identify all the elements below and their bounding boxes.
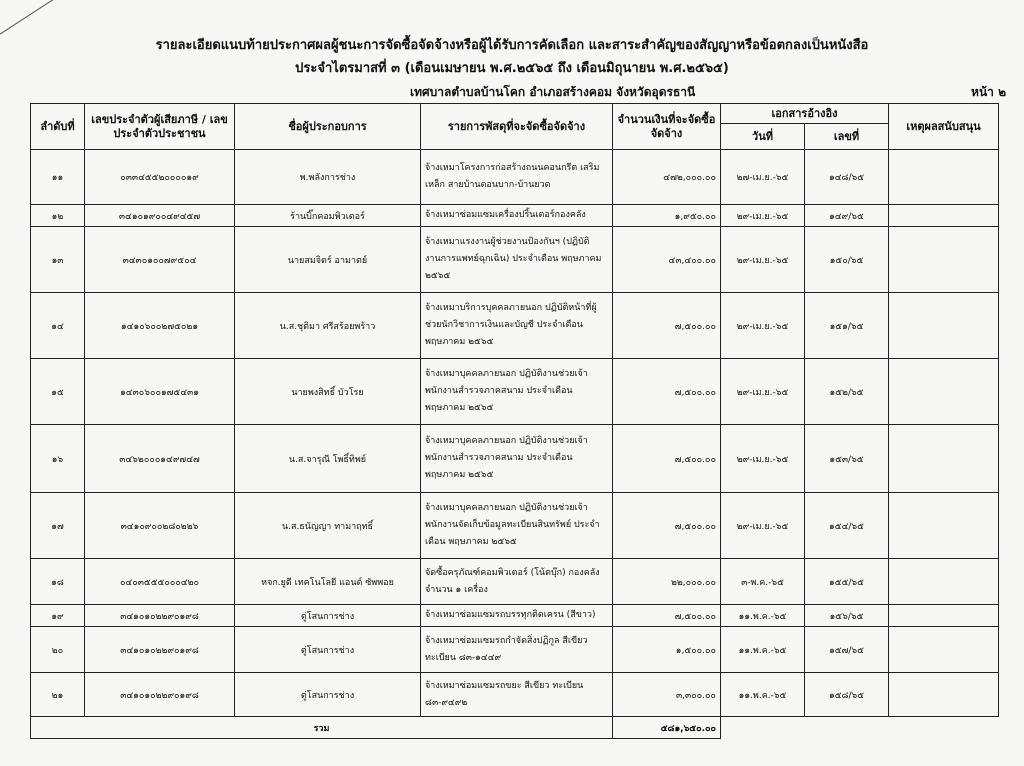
cell-number: ๑๕๒/๖๕ — [805, 359, 889, 425]
cell-tax-id: ๐๓๓๔๕๕๒๐๐๐๐๑๙ — [85, 150, 235, 205]
cell-reason — [889, 559, 999, 605]
cell-amount: ๑,๙๕๐.๐๐ — [613, 205, 721, 227]
cell-reason — [889, 605, 999, 627]
cell-item: จ้างเหมาซ่อมแซมรถขยะ สีเขียว ทะเบียน ๘๓-๙๔๙๒ — [421, 673, 613, 717]
cell-no: ๑๔ — [31, 293, 85, 359]
cell-item: จ้างเหมาบุคคลภายนอก ปฏิบัติงานช่วยเจ้าพนักงานสำรวจภาคสนาม ประจำเดือน พฤษภาคม ๒๕๖๕ — [421, 359, 613, 425]
cell-amount: ๑,๕๐๐.๐๐ — [613, 627, 721, 673]
cell-reason — [889, 425, 999, 493]
cell-number: ๑๔๘/๖๕ — [805, 150, 889, 205]
cell-item: จ้างเหมาแรงงานผู้ช่วยงานป้องกันฯ (ปฏิบัติงานการแพทย์ฉุกเฉิน) ประจำเดือน พฤษภาคม ๒๕๖๕ — [421, 227, 613, 293]
cell-tax-id: ๓๔๑๐๑๐๒๒๙๐๑๙๘ — [85, 605, 235, 627]
cell-vendor: หจก.ยูดี เทคโนโลยี แอนด์ ซัพพอย — [235, 559, 421, 605]
cell-amount: ๗,๕๐๐.๐๐ — [613, 605, 721, 627]
cell-reason — [889, 205, 999, 227]
table-row — [31, 205, 999, 227]
cell-no: ๑๑ — [31, 150, 85, 205]
cell-no: ๑๗ — [31, 493, 85, 559]
cell-amount: ๔๗๒,๐๐๐.๐๐ — [613, 150, 721, 205]
cell-number: ๑๕๓/๖๕ — [805, 425, 889, 493]
cell-no: ๑๘ — [31, 559, 85, 605]
cell-vendor: พ.พลังการช่าง — [235, 150, 421, 205]
cell-item: จ้างเหมาโครงการก่อสร้างถนนคอนกรีต เสริมเหล็ก สายบ้านดอนบาก-บ้านยวด — [421, 150, 613, 205]
cell-number: ๑๕๖/๖๕ — [805, 605, 889, 627]
cell-reason — [889, 359, 999, 425]
document-title: รายละเอียดแนบท้ายประกาศผลผู้ชนะการจัดซื้อจัดจ้างหรือผู้ได้รับการคัดเลือก และสาระสำคัญของสัญญาหรือข้อตกลงเป็นหนังสือ — [155, 38, 869, 53]
cell-vendor: นายสมจิตร์ อามาตย์ — [235, 227, 421, 293]
cell-item: จ้างเหมาซ่อมแซมรถบรรทุกติดเครน (สีขาว) — [421, 605, 613, 627]
cell-vendor: ตู่โสนการช่าง — [235, 673, 421, 717]
cell-vendor: ร้านบิ๊กคอมพิวเตอร์ — [235, 205, 421, 227]
cell-no: ๑๖ — [31, 425, 85, 493]
cell-item: จัดซื้อครุภัณฑ์คอมพิวเตอร์ (โน้ตบุ๊ก) กองคลัง จำนวน ๑ เครื่อง — [421, 559, 613, 605]
organization-name: เทศบาลตำบลบ้านโคก อำเภอสร้างคอม จังหวัดอุดรธานี — [410, 85, 696, 99]
table-row — [31, 227, 999, 293]
table-row — [31, 627, 999, 673]
cell-item: จ้างเหมาซ่อมแซมรถกำจัดสิ่งปฏิกูล สีเขียว ทะเบียน ๘๓-๑๔๔๙ — [421, 627, 613, 673]
header-amount: จำนวนเงินที่จะจัดซื้อจัดจ้าง — [613, 104, 721, 150]
cell-date: ๑๑.พ.ค.-๖๕ — [721, 605, 805, 627]
cell-date: ๓-พ.ค.-๖๕ — [721, 559, 805, 605]
cell-date: ๒๙-เม.ย.-๖๕ — [721, 493, 805, 559]
cell-item: จ้างเหมาบุคคลภายนอก ปฏิบัติงานช่วยเจ้าพนักงานสำรวจภาคสนาม ประจำเดือน พฤษภาคม ๒๕๖๕ — [421, 425, 613, 493]
cell-date: ๒๙-เม.ย.-๖๕ — [721, 227, 805, 293]
total-label: รวม — [31, 717, 613, 739]
cell-reason — [889, 493, 999, 559]
cell-date: ๒๙-เม.ย.-๖๕ — [721, 205, 805, 227]
cell-date: ๒๗-เม.ย.-๖๕ — [721, 150, 805, 205]
table-row — [31, 425, 999, 493]
header-reason: เหตุผลสนับสนุน — [889, 104, 999, 150]
cell-date: ๒๙-เม.ย.-๖๕ — [721, 359, 805, 425]
table-row — [31, 359, 999, 425]
cell-tax-id: ๓๔๑๐๙๐๐๒๘๐๒๒๖ — [85, 493, 235, 559]
table-row — [31, 293, 999, 359]
table-row — [31, 150, 999, 205]
cell-no: ๑๒ — [31, 205, 85, 227]
cell-reason — [889, 293, 999, 359]
cell-number: ๑๕๕/๖๕ — [805, 559, 889, 605]
cell-number: ๑๕๔/๖๕ — [805, 493, 889, 559]
cell-item: จ้างเหมาบุคคลภายนอก ปฏิบัติงานช่วยเจ้าพนักงานจัดเก็บข้อมูลทะเบียนสินทรัพย์ ประจำเดือน พฤษภาคม ๒๕๖๕ — [421, 493, 613, 559]
cell-tax-id: ๓๔๑๐๑๐๒๒๙๐๑๙๘ — [85, 673, 235, 717]
total-row — [31, 717, 999, 739]
cell-tax-id: ๓๔๓๐๑๐๐๗๙๕๐๔ — [85, 227, 235, 293]
cell-number: ๑๔๙/๖๕ — [805, 205, 889, 227]
header-tax-id: เลขประจำตัวผู้เสียภาษี / เลขประจำตัวประชาชน — [85, 104, 235, 150]
table-row — [31, 673, 999, 717]
table-row — [31, 605, 999, 627]
cell-item: จ้างเหมาบริการบุคคลภายนอก ปฏิบัติหน้าที่ผู้ช่วยนักวิชาการเงินและบัญชี ประจำเดือน พฤษภาคม ๒๕๖๕ — [421, 293, 613, 359]
procurement-table — [30, 103, 999, 739]
cell-amount: ๗,๕๐๐.๐๐ — [613, 359, 721, 425]
cell-vendor: น.ส.ธนัญญา ทามาฤทธิ์ — [235, 493, 421, 559]
cell-number: ๑๕๗/๖๕ — [805, 627, 889, 673]
page-number: หน้า ๒ — [971, 85, 1006, 99]
cell-tax-id: ๓๔๖๒๐๐๐๑๔๙๗๔๗ — [85, 425, 235, 493]
cell-vendor: ตู่โสนการช่าง — [235, 627, 421, 673]
cell-reason — [889, 627, 999, 673]
cell-amount: ๗,๕๐๐.๐๐ — [613, 493, 721, 559]
cell-amount: ๒๒,๐๐๐.๐๐ — [613, 559, 721, 605]
cell-number: ๑๕๘/๖๕ — [805, 673, 889, 717]
header-vendor: ชื่อผู้ประกอบการ — [235, 104, 421, 150]
cell-tax-id: ๑๔๓๐๖๐๐๑๗๕๔๓๑ — [85, 359, 235, 425]
total-empty — [721, 717, 999, 739]
header-ref-docs: เอกสารอ้างอิง — [721, 104, 889, 124]
cell-tax-id: ๑๔๑๐๖๐๐๒๗๕๐๒๑ — [85, 293, 235, 359]
cell-no: ๑๕ — [31, 359, 85, 425]
cell-no: ๑๓ — [31, 227, 85, 293]
cell-date: ๒๙-เม.ย.-๖๕ — [721, 425, 805, 493]
cell-amount: ๗,๕๐๐.๐๐ — [613, 293, 721, 359]
cell-number: ๑๕๑/๖๕ — [805, 293, 889, 359]
cell-reason — [889, 227, 999, 293]
cell-item: จ้างเหมาซ่อมแซมเครื่องปริ้นเตอร์กองคลัง — [421, 205, 613, 227]
cell-amount: ๗,๕๐๐.๐๐ — [613, 425, 721, 493]
cell-amount: ๔๓,๔๐๐.๐๐ — [613, 227, 721, 293]
cell-tax-id: ๓๔๑๐๑๙๐๐๔๙๔๕๗ — [85, 205, 235, 227]
header-number: เลขที่ — [805, 124, 889, 150]
cell-tax-id: ๓๔๑๐๑๐๒๒๙๐๑๙๘ — [85, 627, 235, 673]
cell-no: ๒๑ — [31, 673, 85, 717]
table-row — [31, 493, 999, 559]
cell-no: ๑๙ — [31, 605, 85, 627]
header-date: วันที่ — [721, 124, 805, 150]
cell-date: ๒๙-เม.ย.-๖๕ — [721, 293, 805, 359]
cell-reason — [889, 150, 999, 205]
cell-date: ๑๑.พ.ค.-๖๕ — [721, 627, 805, 673]
cell-vendor: น.ส.ชุติมา ศรีสร้อยพร้าว — [235, 293, 421, 359]
header-no: ลำดับที่ — [31, 104, 85, 150]
cell-vendor: น.ส.จารุณี โพธิ์ทิพย์ — [235, 425, 421, 493]
table-row — [31, 559, 999, 605]
cell-number: ๑๕๐/๖๕ — [805, 227, 889, 293]
total-amount: ๕๘๑,๖๕๐.๐๐ — [613, 717, 721, 739]
cell-vendor: นายพงสิทธิ์ บัวโรย — [235, 359, 421, 425]
cell-date: ๑๑.พ.ค.-๖๕ — [721, 673, 805, 717]
cell-vendor: ตู่โสนการช่าง — [235, 605, 421, 627]
document-subtitle: ประจำไตรมาสที่ ๓ (เดือนเมษายน พ.ศ.๒๕๖๕ ถึง เดือนมิถุนายน พ.ศ.๒๕๖๕) — [295, 61, 729, 76]
cell-amount: ๓,๓๐๐.๐๐ — [613, 673, 721, 717]
header-item: รายการพัสดุที่จะจัดซื้อจัดจ้าง — [421, 104, 613, 150]
cell-reason — [889, 673, 999, 717]
cell-tax-id: ๐๔๐๓๕๕๕๐๐๐๔๒๐ — [85, 559, 235, 605]
cell-no: ๒๐ — [31, 627, 85, 673]
